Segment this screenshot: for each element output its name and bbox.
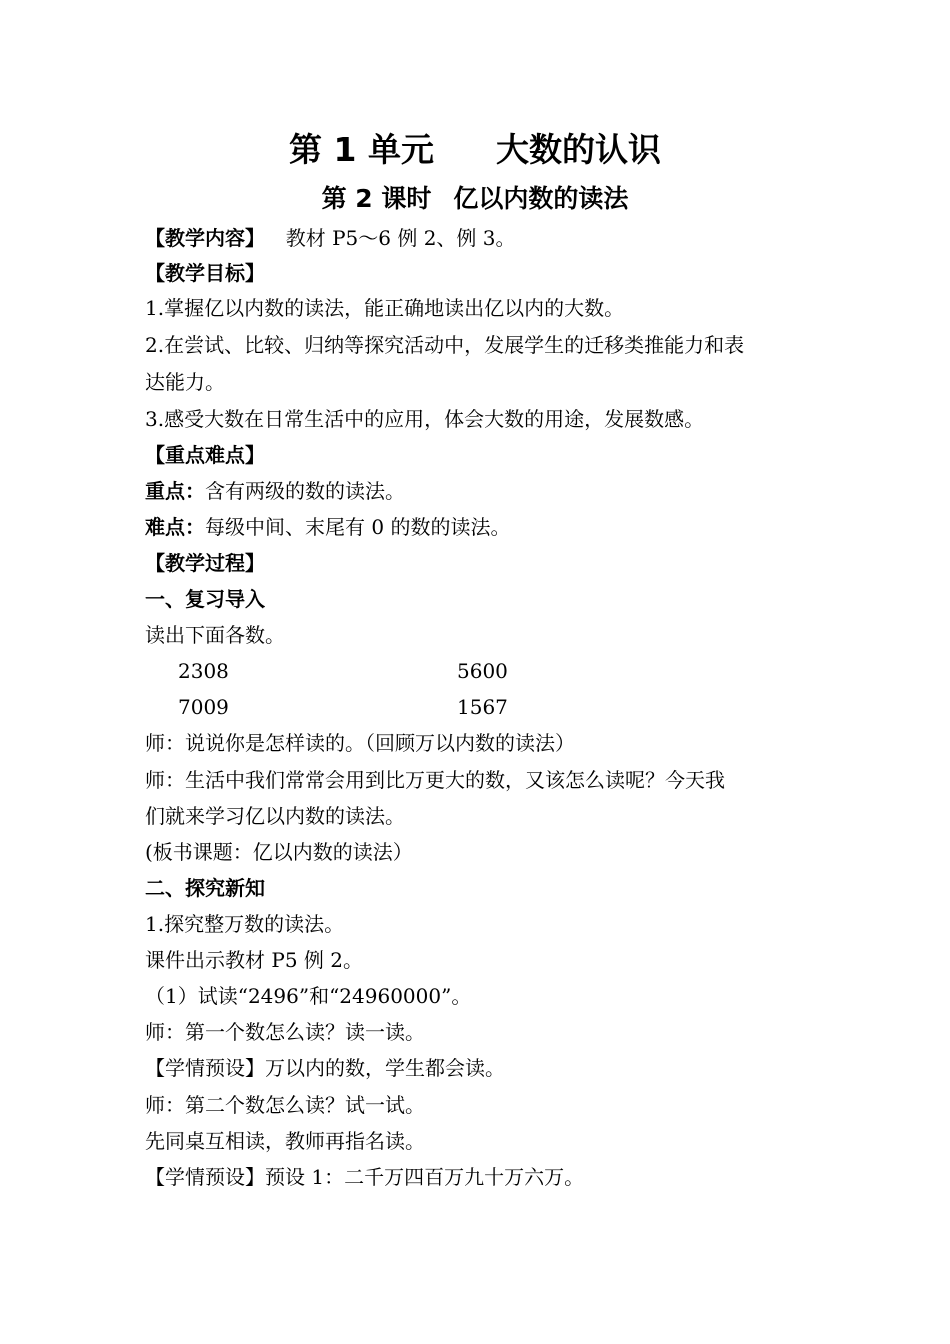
teaching-content-label: 【教学内容】 — [145, 226, 265, 250]
key-point — [145, 476, 405, 506]
difficult-point-label: 难点： — [145, 515, 205, 539]
explore-line: （1）试读“2496”和“24960000”。 — [145, 984, 472, 1008]
difficult-point — [145, 512, 510, 542]
review-number: 5600 — [457, 659, 508, 683]
key-points-heading: 【重点难点】 — [145, 443, 265, 467]
difficult-point-text: 每级中间、末尾有 0 的数的读法。 — [205, 515, 511, 539]
goals-heading: 【教学目标】 — [145, 261, 265, 285]
lesson-number: 第 2 课时 — [321, 184, 432, 213]
lesson-topic: 亿以内数的读法 — [453, 184, 629, 213]
review-line: 们就来学习亿以内数的读法。 — [145, 804, 405, 828]
review-number: 2308 — [178, 659, 229, 683]
unit-topic: 大数的认识 — [495, 130, 661, 169]
explore-line: 1.探究整万数的读法。 — [145, 912, 345, 936]
unit-title — [0, 128, 950, 172]
goal-item-2-continued: 达能力。 — [145, 370, 225, 394]
review-line: (板书课题：亿以内数的读法） — [145, 840, 413, 864]
section-review-heading: 一、复习导入 — [145, 587, 265, 611]
section-explore-heading: 二、探究新知 — [145, 876, 265, 900]
explore-line: 师：第一个数怎么读？读一读。 — [145, 1020, 425, 1044]
explore-line: 【学情预设】预设 1：二千万四百万九十万六万。 — [145, 1165, 585, 1189]
unit-number: 第 1 单元 — [289, 130, 434, 169]
goal-item-2: 2.在尝试、比较、归纳等探究活动中，发展学生的迁移类推能力和表 — [145, 333, 745, 357]
review-line: 师：生活中我们常常会用到比万更大的数，又该怎么读呢？今天我 — [145, 768, 725, 792]
process-heading: 【教学过程】 — [145, 551, 265, 575]
review-number: 7009 — [178, 695, 229, 719]
teaching-content — [145, 223, 516, 253]
goal-item-3: 3.感受大数在日常生活中的应用，体会大数的用途，发展数感。 — [145, 407, 705, 431]
review-intro: 读出下面各数。 — [145, 623, 285, 647]
goal-item-1: 1.掌握亿以内数的读法，能正确地读出亿以内的大数。 — [145, 296, 625, 320]
key-point-text: 含有两级的数的读法。 — [205, 479, 405, 503]
explore-line: 师：第二个数怎么读？试一试。 — [145, 1093, 425, 1117]
explore-line: 课件出示教材 P5 例 2。 — [145, 948, 363, 972]
review-line: 师：说说你是怎样读的。（回顾万以内数的读法） — [145, 731, 575, 755]
explore-line: 先同桌互相读，教师再指名读。 — [145, 1129, 425, 1153]
explore-line: 【学情预设】万以内的数，学生都会读。 — [145, 1056, 505, 1080]
lesson-title — [0, 182, 950, 216]
key-point-label: 重点： — [145, 479, 205, 503]
review-number: 1567 — [457, 695, 508, 719]
teaching-content-text: 教材 P5～6 例 2、例 3。 — [285, 226, 516, 250]
